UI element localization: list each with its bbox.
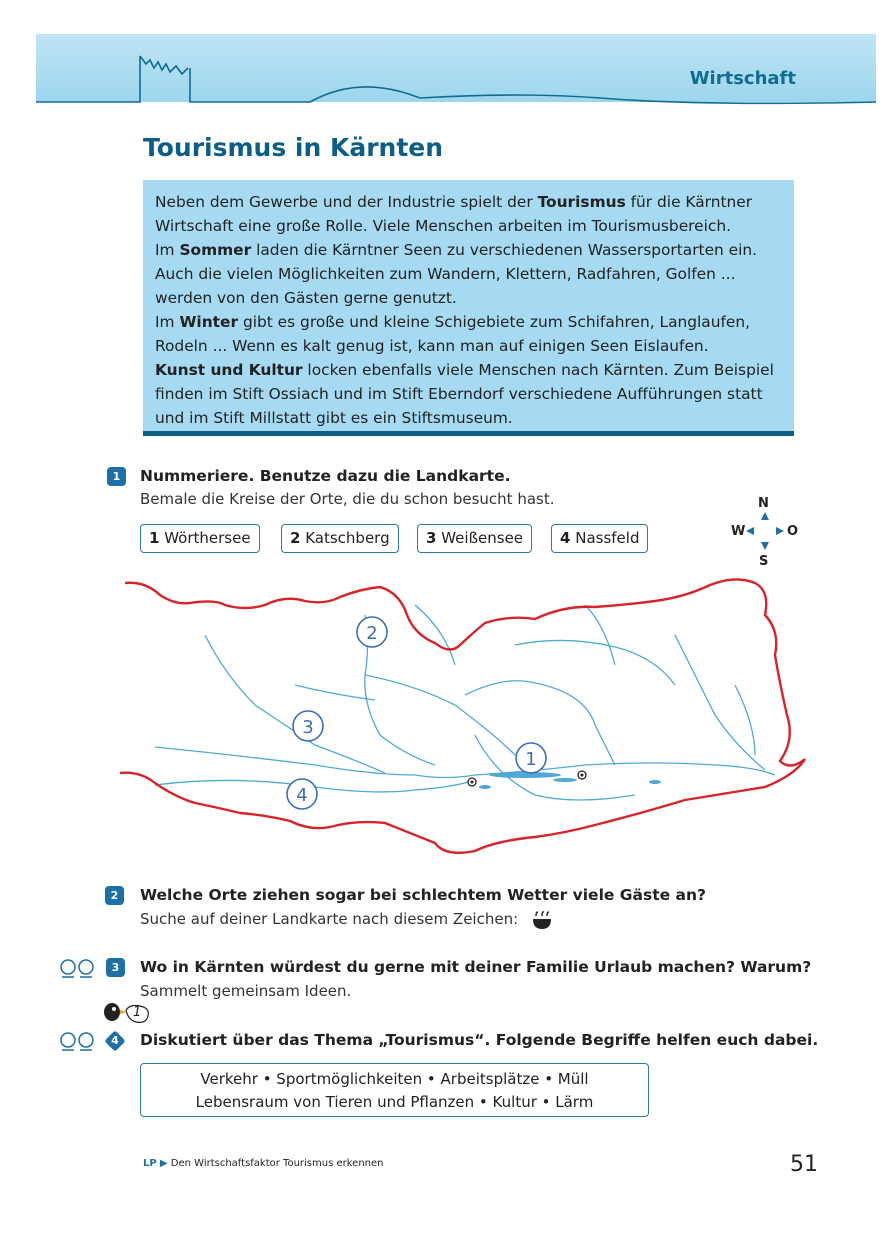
task-4-title: Diskutiert über das Thema „Tourismus“. Folgende Begriffe helfen euch dabei. — [140, 1031, 819, 1049]
task-number-3: 3 — [106, 958, 125, 977]
info-paragraph-2: Im Sommer laden die Kärntner Seen zu verschiedenen Wassersportarten ein. Auch die vielen Möglichkeiten zum Wandern, Klettern, Radfahren, Golfen ... werden von den Gästen gerne genutzt. — [155, 241, 758, 307]
place-box-2: 2 Katschberg — [281, 524, 399, 553]
task-3-subtitle: Sammelt gemeinsam Ideen. — [140, 982, 352, 1000]
map-label-3: 3 — [302, 717, 314, 738]
section-title: Wirtschaft — [689, 68, 796, 89]
task-1-subtitle: Bemale die Kreise der Orte, die du schon besucht hast. — [140, 490, 555, 508]
compass-north: N — [758, 496, 769, 511]
terms-line-1: Verkehr • Sportmöglichkeiten • Arbeitsplätze • Müll — [200, 1070, 589, 1088]
state-border — [120, 579, 805, 852]
partner-work-icon-2 — [58, 1030, 98, 1052]
rivers — [155, 605, 775, 800]
carinthia-map — [115, 575, 815, 875]
task-2-subtitle: Suche auf deiner Landkarte nach diesem Zeichen: — [140, 910, 519, 928]
compass-west: W — [731, 524, 746, 539]
map-label-1: 1 — [525, 749, 537, 770]
task-1-title: Nummeriere. Benutze dazu die Landkarte. — [140, 467, 511, 485]
task-number-4: 4 — [111, 1034, 119, 1047]
compass-south: S — [759, 554, 769, 569]
place-box-1: 1 Wörthersee — [140, 524, 260, 553]
info-paragraph-1: Neben dem Gewerbe und der Industrie spielt der Tourismus für die Kärntner Wirtschaft eine große Rolle. Viele Menschen arbeiten im Tourismusbereich. — [155, 193, 753, 235]
task-number-2: 2 — [105, 886, 124, 905]
compass-arrows-icon — [740, 508, 790, 554]
task-2-title: Welche Orte ziehen sogar bei schlechtem Wetter viele Gäste an? — [140, 886, 707, 904]
task-number-4-diamond — [103, 1029, 127, 1053]
task-number-1: 1 — [107, 467, 126, 486]
partner-work-icon — [58, 957, 98, 979]
terms-line-2: Lebensraum von Tieren und Pflanzen • Kultur • Lärm — [195, 1093, 594, 1111]
page-title: Tourismus in Kärnten — [143, 133, 444, 162]
map-label-4: 4 — [296, 785, 308, 806]
terms-box — [140, 1063, 649, 1117]
info-paragraph-4: Kunst und Kultur locken ebenfalls viele Menschen nach Kärnten. Zum Beispiel finden im Stift Ossiach und im Stift Eberndorf verschiedene Aufführungen statt und im Stift Millstatt gibt es ein Stiftsmuseum. — [155, 361, 774, 427]
play-icon: ▶ — [159, 1158, 168, 1169]
map-label-2: 2 — [366, 623, 378, 644]
info-box — [143, 180, 794, 436]
speech-bubble-number: 1 — [133, 1005, 142, 1020]
place-box-4: 4 Nassfeld — [551, 524, 648, 553]
info-paragraph-3: Im Winter gibt es große und kleine Schigebiete zum Schifahren, Langlaufen, Rodeln ... Wenn es kalt genug ist, kann man auf einigen Seen Eislaufen. — [155, 313, 751, 355]
footer-curriculum-note: LP ▶ Den Wirtschaftsfaktor Tourismus erkennen — [143, 1158, 384, 1169]
lakes — [479, 772, 661, 789]
thermal-bath-icon — [531, 909, 553, 931]
compass-east: O — [787, 524, 799, 539]
place-box-3: 3 Weißensee — [417, 524, 532, 553]
page-number: 51 — [790, 1152, 818, 1177]
task-3-title: Wo in Kärnten würdest du gerne mit deiner Familie Urlaub machen? Warum? — [140, 958, 812, 976]
place-circles — [287, 617, 546, 809]
bird-mascot-icon — [100, 998, 160, 1028]
